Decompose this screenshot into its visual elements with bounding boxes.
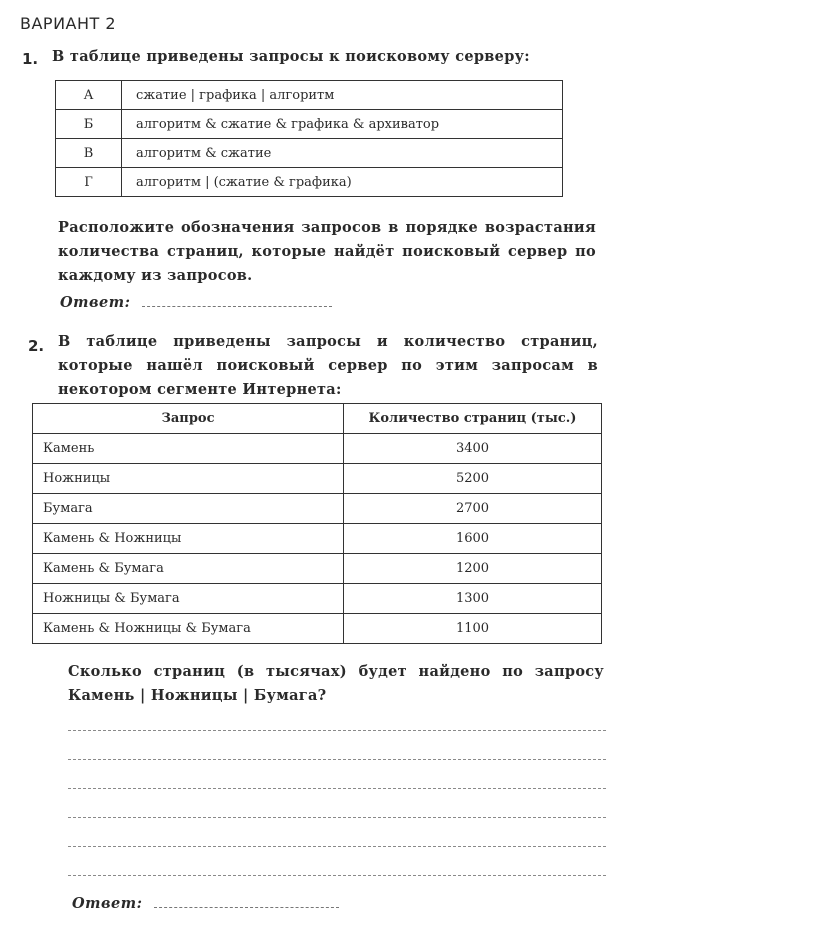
q2-answer-row (72, 893, 339, 912)
q2-number: 2. (28, 337, 45, 355)
q1-query-table (55, 80, 563, 197)
row-query: Камень & Ножницы (33, 524, 344, 554)
q2-text: В таблице приведены запросы и количество страниц, которые нашёл поисковый сервер по этим запросам в некотором сегменте Интернета: (58, 333, 598, 398)
row-pages: 2700 (344, 494, 602, 524)
work-line[interactable] (68, 759, 606, 760)
row-query: Ножницы (33, 464, 344, 494)
query-key: В (56, 139, 122, 168)
q1-answer-label: Ответ: (60, 294, 131, 311)
work-line[interactable] (68, 788, 606, 789)
row-query: Камень (33, 434, 344, 464)
row-pages: 1300 (344, 584, 602, 614)
query-text: алгоритм & сжатие (122, 139, 563, 168)
header-query: Запрос (33, 404, 344, 434)
row-pages: 1600 (344, 524, 602, 554)
q2-question-text: Сколько страниц (в тысячах) будет найдено по запросу (68, 663, 604, 680)
table-row (33, 614, 602, 644)
q2-question (68, 660, 604, 708)
work-line[interactable] (68, 846, 606, 847)
q1-number: 1. (22, 50, 39, 68)
table-header-row (33, 404, 602, 434)
table-row (33, 434, 602, 464)
table-row (33, 554, 602, 584)
row-query: Камень & Ножницы & Бумага (33, 614, 344, 644)
row-pages: 5200 (344, 464, 602, 494)
row-query: Бумага (33, 494, 344, 524)
query-text: сжатие | графика | алгоритм (122, 81, 563, 110)
variant-title: ВАРИАНТ 2 (20, 14, 117, 33)
row-pages: 3400 (344, 434, 602, 464)
table-row (56, 139, 563, 168)
table-row (33, 584, 602, 614)
q1-text: В таблице приведены запросы к поисковому серверу: (52, 48, 530, 65)
table-row (33, 494, 602, 524)
table-row (56, 81, 563, 110)
table-row (56, 168, 563, 197)
q2-answer-field[interactable] (154, 907, 339, 908)
q2-question-query: Камень | Ножницы | Бумага? (68, 687, 327, 704)
row-query: Камень & Бумага (33, 554, 344, 584)
header-pages: Количество страниц (тыс.) (344, 404, 602, 434)
query-text: алгоритм | (сжатие & графика) (122, 168, 563, 197)
work-line[interactable] (68, 817, 606, 818)
row-query: Ножницы & Бумага (33, 584, 344, 614)
query-text: алгоритм & сжатие & графика & архиватор (122, 110, 563, 139)
work-line[interactable] (68, 730, 606, 731)
q1-answer-field[interactable] (142, 306, 332, 307)
table-row (56, 110, 563, 139)
table-row (33, 524, 602, 554)
q2-answer-label: Ответ: (72, 895, 143, 912)
q2-results-table (32, 403, 602, 644)
table-row (33, 464, 602, 494)
row-pages: 1100 (344, 614, 602, 644)
work-line[interactable] (68, 875, 606, 876)
query-key: Б (56, 110, 122, 139)
query-key: А (56, 81, 122, 110)
q1-instruction: Расположите обозначения запросов в порядке возрастания количества страниц, которые найдёт поисковый сервер по каждому из запросов. (58, 219, 596, 284)
row-pages: 1200 (344, 554, 602, 584)
q1-answer-row (60, 292, 332, 311)
query-key: Г (56, 168, 122, 197)
